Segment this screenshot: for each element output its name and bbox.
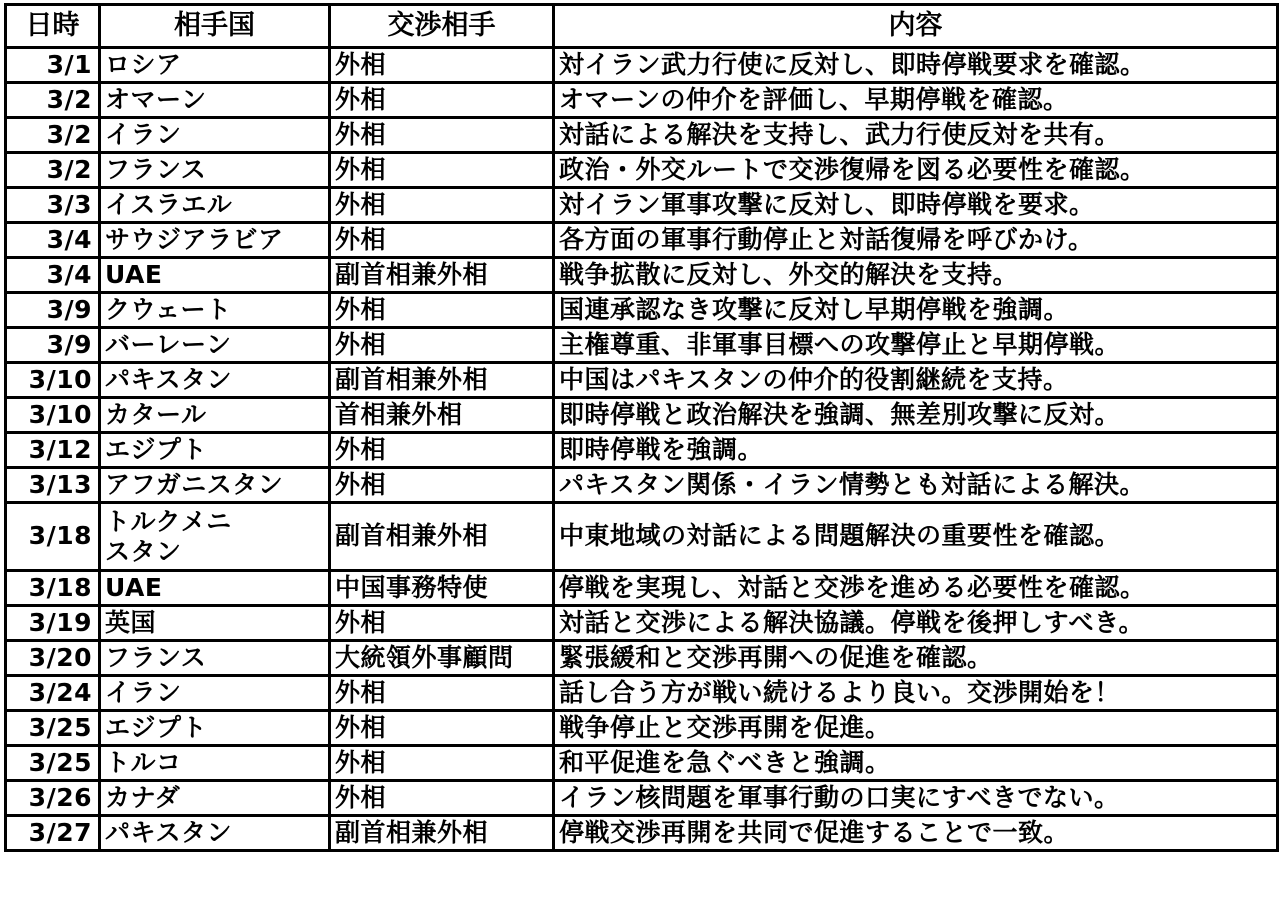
header-date: 日時 — [6, 5, 100, 48]
cell-counterpart: 副首相兼外相 — [330, 503, 554, 571]
cell-date: 3/25 — [6, 746, 100, 781]
table-row — [6, 48, 1278, 83]
cell-content: 中東地域の対話による問題解決の重要性を確認。 — [554, 503, 1278, 571]
table-row — [6, 293, 1278, 328]
cell-content: 政治・外交ルートで交渉復帰を図る必要性を確認。 — [554, 153, 1278, 188]
cell-date: 3/18 — [6, 571, 100, 606]
cell-counterpart: 外相 — [330, 606, 554, 641]
cell-counterpart: 外相 — [330, 48, 554, 83]
cell-content: 停戦交渉再開を共同で促進することで一致。 — [554, 816, 1278, 851]
cell-counterpart: 外相 — [330, 468, 554, 503]
cell-date: 3/20 — [6, 641, 100, 676]
cell-date: 3/25 — [6, 711, 100, 746]
cell-country: カタール — [100, 398, 330, 433]
cell-date: 3/10 — [6, 398, 100, 433]
cell-country: イスラエル — [100, 188, 330, 223]
cell-counterpart: 外相 — [330, 676, 554, 711]
cell-content: 和平促進を急ぐべきと強調。 — [554, 746, 1278, 781]
cell-counterpart: 外相 — [330, 293, 554, 328]
table-row — [6, 328, 1278, 363]
cell-country: オマーン — [100, 83, 330, 118]
cell-date: 3/27 — [6, 816, 100, 851]
cell-counterpart: 副首相兼外相 — [330, 363, 554, 398]
diplomacy-table — [4, 3, 1279, 852]
table-row — [6, 433, 1278, 468]
table-header-row — [6, 5, 1278, 48]
table-row — [6, 571, 1278, 606]
cell-content: 各方面の軍事行動停止と対話復帰を呼びかけ。 — [554, 223, 1278, 258]
cell-country — [100, 503, 330, 571]
cell-content: 戦争拡散に反対し、外交的解決を支持。 — [554, 258, 1278, 293]
cell-counterpart: 外相 — [330, 153, 554, 188]
cell-country: フランス — [100, 641, 330, 676]
cell-country: 英国 — [100, 606, 330, 641]
cell-date: 3/9 — [6, 293, 100, 328]
header-content: 内容 — [554, 5, 1278, 48]
cell-counterpart: 外相 — [330, 188, 554, 223]
cell-date: 3/1 — [6, 48, 100, 83]
cell-country: バーレーン — [100, 328, 330, 363]
cell-date: 3/3 — [6, 188, 100, 223]
cell-date: 3/9 — [6, 328, 100, 363]
cell-content: 戦争停止と交渉再開を促進。 — [554, 711, 1278, 746]
cell-date: 3/18 — [6, 503, 100, 571]
cell-country: パキスタン — [100, 363, 330, 398]
table-row — [6, 468, 1278, 503]
cell-counterpart: 副首相兼外相 — [330, 258, 554, 293]
cell-content: 主権尊重、非軍事目標への攻撃停止と早期停戦。 — [554, 328, 1278, 363]
cell-counterpart: 副首相兼外相 — [330, 816, 554, 851]
table-row — [6, 816, 1278, 851]
cell-country: ロシア — [100, 48, 330, 83]
cell-date: 3/2 — [6, 83, 100, 118]
cell-content: 話し合う方が戦い続けるより良い。交渉開始を！ — [554, 676, 1278, 711]
cell-counterpart: 中国事務特使 — [330, 571, 554, 606]
table-row — [6, 118, 1278, 153]
cell-content: 緊張緩和と交渉再開への促進を確認。 — [554, 641, 1278, 676]
cell-country: UAE — [100, 258, 330, 293]
table-row — [6, 258, 1278, 293]
cell-content: 対話による解決を支持し、武力行使反対を共有。 — [554, 118, 1278, 153]
header-counterpart: 交渉相手 — [330, 5, 554, 48]
table-row — [6, 503, 1278, 571]
table-row — [6, 676, 1278, 711]
cell-content: パキスタン関係・イラン情勢とも対話による解決。 — [554, 468, 1278, 503]
table-row — [6, 781, 1278, 816]
cell-counterpart: 外相 — [330, 781, 554, 816]
cell-date: 3/13 — [6, 468, 100, 503]
cell-content: オマーンの仲介を評価し、早期停戦を確認。 — [554, 83, 1278, 118]
cell-date: 3/2 — [6, 118, 100, 153]
cell-content: 中国はパキスタンの仲介的役割継続を支持。 — [554, 363, 1278, 398]
cell-country: アフガニスタン — [100, 468, 330, 503]
cell-country: フランス — [100, 153, 330, 188]
table-row — [6, 363, 1278, 398]
cell-counterpart: 外相 — [330, 328, 554, 363]
cell-counterpart: 首相兼外相 — [330, 398, 554, 433]
cell-country: エジプト — [100, 433, 330, 468]
cell-content: 対イラン武力行使に反対し、即時停戦要求を確認。 — [554, 48, 1278, 83]
table-row — [6, 188, 1278, 223]
cell-country: UAE — [100, 571, 330, 606]
cell-content: イラン核問題を軍事行動の口実にすべきでない。 — [554, 781, 1278, 816]
table-row — [6, 398, 1278, 433]
cell-content: 停戦を実現し、対話と交渉を進める必要性を確認。 — [554, 571, 1278, 606]
cell-content: 対イラン軍事攻撃に反対し、即時停戦を要求。 — [554, 188, 1278, 223]
cell-country: クウェート — [100, 293, 330, 328]
header-country: 相手国 — [100, 5, 330, 48]
table-body — [6, 48, 1278, 851]
table-row — [6, 83, 1278, 118]
country-line-2: スタン — [105, 536, 182, 566]
cell-content: 即時停戦と政治解決を強調、無差別攻撃に反対。 — [554, 398, 1278, 433]
cell-country: エジプト — [100, 711, 330, 746]
cell-country: イラン — [100, 118, 330, 153]
cell-counterpart: 外相 — [330, 83, 554, 118]
cell-counterpart: 外相 — [330, 433, 554, 468]
cell-date: 3/4 — [6, 258, 100, 293]
cell-counterpart: 大統領外事顧問 — [330, 641, 554, 676]
cell-date: 3/12 — [6, 433, 100, 468]
cell-country: カナダ — [100, 781, 330, 816]
cell-date: 3/24 — [6, 676, 100, 711]
table-row — [6, 153, 1278, 188]
cell-counterpart: 外相 — [330, 118, 554, 153]
table-row — [6, 606, 1278, 641]
cell-date: 3/2 — [6, 153, 100, 188]
cell-date: 3/26 — [6, 781, 100, 816]
cell-counterpart: 外相 — [330, 746, 554, 781]
cell-counterpart: 外相 — [330, 711, 554, 746]
cell-content: 即時停戦を強調。 — [554, 433, 1278, 468]
cell-content: 国連承認なき攻撃に反対し早期停戦を強調。 — [554, 293, 1278, 328]
table-row — [6, 711, 1278, 746]
table-row — [6, 223, 1278, 258]
country-line-1: トルクメニ — [105, 506, 232, 536]
cell-date: 3/19 — [6, 606, 100, 641]
table-row — [6, 641, 1278, 676]
cell-country: サウジアラビア — [100, 223, 330, 258]
cell-country: パキスタン — [100, 816, 330, 851]
cell-date: 3/10 — [6, 363, 100, 398]
cell-country: トルコ — [100, 746, 330, 781]
cell-counterpart: 外相 — [330, 223, 554, 258]
cell-content: 対話と交渉による解決協議。停戦を後押しすべき。 — [554, 606, 1278, 641]
cell-country: イラン — [100, 676, 330, 711]
table-row — [6, 746, 1278, 781]
cell-date: 3/4 — [6, 223, 100, 258]
